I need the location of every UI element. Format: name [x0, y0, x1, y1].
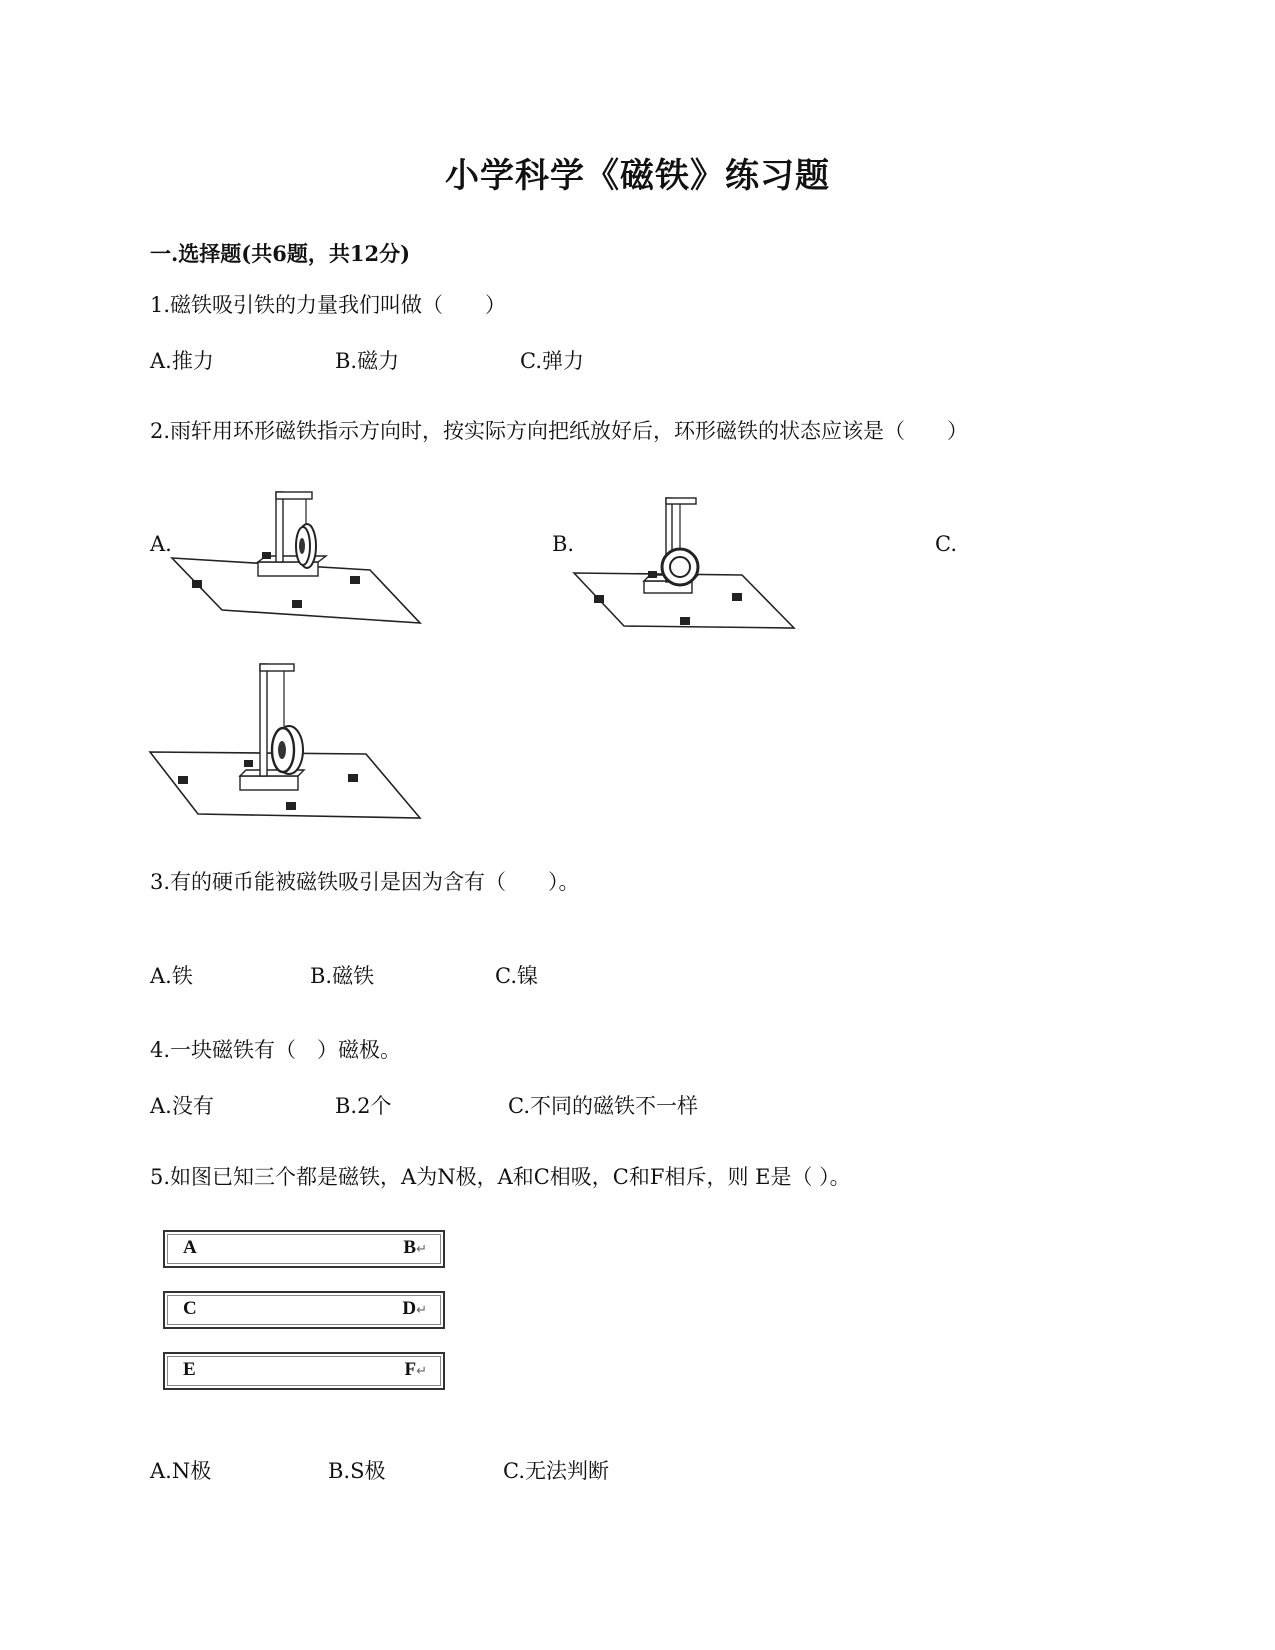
magnet-ef — [163, 1352, 445, 1390]
q2-option-b[interactable]: B. — [552, 532, 575, 556]
magnet-label-d: D — [402, 1298, 417, 1319]
q5-option-c[interactable]: C.无法判断 — [503, 1459, 609, 1483]
q2-option-a[interactable]: A. — [150, 532, 172, 556]
magnet-label-b: B — [403, 1237, 417, 1258]
q1-option-a[interactable]: A.推力 — [150, 349, 214, 373]
question-1: 1.磁铁吸引铁的力量我们叫做（ ） — [150, 293, 507, 317]
q1-option-b[interactable]: B.磁力 — [335, 349, 400, 373]
question-3: 3.有的硬币能被磁铁吸引是因为含有（ ）。 — [150, 870, 580, 894]
magnet-label-f: F — [404, 1359, 417, 1380]
q3-option-a[interactable]: A.铁 — [150, 964, 193, 988]
q3-option-b[interactable]: B.磁铁 — [310, 964, 375, 988]
question-5: 5.如图已知三个都是磁铁，A为N极，A和C相吸，C和F相斥，则 E是（ ）。 — [150, 1165, 851, 1189]
section-heading: 一.选择题(共6题，共12分) — [150, 241, 411, 266]
q4-option-a[interactable]: A.没有 — [150, 1094, 214, 1118]
magnet-label-a: A — [183, 1237, 197, 1258]
q3-option-c[interactable]: C.镍 — [495, 964, 538, 988]
compass-figure-a — [170, 488, 425, 628]
magnet-ab — [163, 1230, 445, 1268]
q2-option-c[interactable]: C. — [935, 532, 957, 556]
magnet-cd — [163, 1291, 445, 1329]
return-mark: ↵ — [416, 1363, 427, 1378]
magnet-label-c: C — [183, 1298, 197, 1319]
compass-figure-b — [572, 493, 797, 633]
question-4: 4.一块磁铁有（ ）磁极。 — [150, 1038, 402, 1062]
return-mark: ↵ — [416, 1302, 427, 1317]
q1-option-c[interactable]: C.弹力 — [520, 349, 584, 373]
compass-figure-c — [148, 660, 428, 825]
page-title: 小学科学《磁铁》练习题 — [445, 156, 830, 196]
q5-option-b[interactable]: B.S极 — [328, 1459, 386, 1483]
q5-option-a[interactable]: A.N极 — [150, 1459, 212, 1483]
question-2: 2.雨轩用环形磁铁指示方向时，按实际方向把纸放好后，环形磁铁的状态应该是（ ） — [150, 419, 969, 443]
return-mark: ↵ — [416, 1241, 427, 1256]
q4-option-c[interactable]: C.不同的磁铁不一样 — [508, 1094, 698, 1118]
q4-option-b[interactable]: B.2个 — [335, 1094, 392, 1118]
magnet-label-e: E — [183, 1359, 196, 1380]
